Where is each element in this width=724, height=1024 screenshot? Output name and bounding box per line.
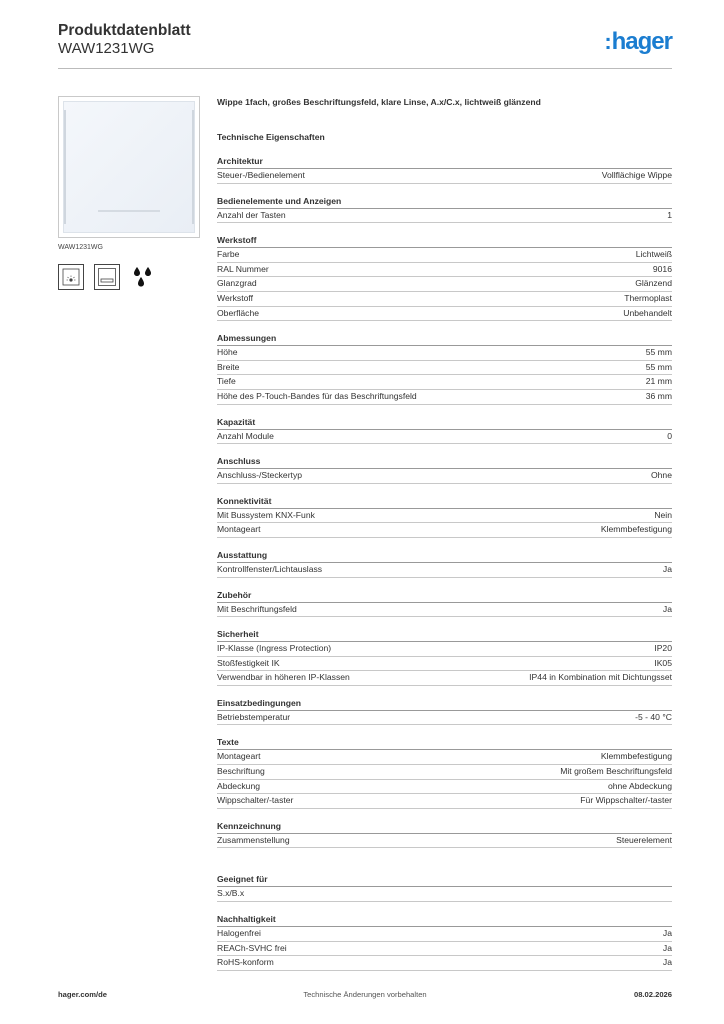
property-label: Werkstoff — [217, 292, 253, 303]
property-value: IP20 — [654, 643, 672, 654]
property-row — [217, 711, 672, 726]
property-value: Unbehandelt — [623, 307, 672, 318]
property-row — [217, 657, 672, 672]
header-divider — [58, 68, 672, 69]
footer-disclaimer: Technische Änderungen vorbehalten — [303, 990, 427, 999]
property-label: S.x/B.x — [217, 888, 245, 899]
property-value: ohne Abdeckung — [607, 780, 672, 791]
property-row — [217, 509, 672, 524]
property-row — [217, 292, 672, 307]
section-title: Architektur — [217, 155, 672, 169]
property-section — [217, 873, 672, 902]
property-section — [217, 697, 672, 726]
property-value: 55 mm — [645, 361, 672, 372]
article-number: WAW1231WG — [58, 40, 155, 57]
property-section — [217, 416, 672, 445]
property-label: Glanzgrad — [217, 278, 257, 289]
property-label: Betriebstemperatur — [217, 711, 291, 722]
property-value: 36 mm — [645, 390, 672, 401]
section-title: Konnektivität — [217, 495, 672, 509]
section-title: Kapazität — [217, 416, 672, 430]
section-title: Nachhaltigkeit — [217, 913, 672, 927]
footer-date: 08.02.2026 — [633, 990, 672, 999]
property-section — [217, 913, 672, 971]
footer-website[interactable]: hager.com/de — [58, 990, 107, 999]
property-value: Klemmbefestigung — [600, 751, 672, 762]
property-row — [217, 277, 672, 292]
property-label: Anzahl Module — [217, 430, 274, 441]
property-label: Mit Beschriftungsfeld — [217, 603, 297, 614]
page-title: Produktdatenblatt — [58, 22, 191, 39]
product-image — [58, 96, 200, 238]
property-row — [217, 263, 672, 278]
property-value: IP44 in Kombination mit Dichtungsset — [529, 672, 672, 683]
property-row — [217, 563, 672, 578]
property-section — [217, 736, 672, 808]
property-label: Stoßfestigkeit IK — [217, 657, 280, 668]
property-value: 55 mm — [645, 347, 672, 358]
property-label: REACh-SVHC frei — [217, 942, 287, 953]
property-label: Höhe des P-Touch-Bandes für das Beschriftungsfeld — [217, 390, 417, 401]
section-title: Zubehör — [217, 589, 672, 603]
property-section — [217, 155, 672, 184]
property-label: Halogenfrei — [217, 928, 261, 939]
section-title: Bedienelemente und Anzeigen — [217, 195, 672, 209]
property-label: RoHS-konform — [217, 957, 274, 968]
property-row — [217, 523, 672, 538]
property-value: -5 - 40 °C — [635, 711, 672, 722]
property-row — [217, 765, 672, 780]
property-label: Kontrollfenster/Lichtauslass — [217, 563, 323, 574]
property-value: Ohne — [650, 470, 672, 481]
section-title: Kennzeichnung — [217, 820, 672, 834]
property-label: Montageart — [217, 751, 261, 762]
section-title: Abmessungen — [217, 332, 672, 346]
property-label: Farbe — [217, 249, 240, 260]
logo-text: hager — [611, 28, 672, 55]
property-value: Vollflächige Wippe — [601, 170, 672, 180]
property-row — [217, 307, 672, 322]
property-section — [217, 234, 672, 321]
property-label: Verwendbar in höheren IP-Klassen — [217, 672, 350, 683]
section-title: Anschluss — [217, 455, 672, 469]
property-value: 1 — [667, 209, 672, 220]
section-title: Geeignet für — [217, 873, 672, 887]
property-row — [217, 956, 672, 971]
property-value: Mit großem Beschriftungsfeld — [560, 766, 672, 777]
property-section — [217, 549, 672, 578]
property-row — [217, 603, 672, 618]
property-value: Thermoplast — [624, 292, 672, 303]
product-image-caption: WAW1231WG — [58, 244, 103, 251]
property-row — [217, 750, 672, 765]
property-section — [217, 589, 672, 618]
section-title: Texte — [217, 736, 672, 750]
property-value: Lichtweiß — [635, 249, 672, 260]
property-label: Mit Bussystem KNX-Funk — [217, 509, 315, 520]
property-value: 0 — [667, 430, 672, 441]
property-value: Nein — [654, 509, 672, 520]
property-label: Wippschalter/-taster — [217, 795, 294, 806]
property-section — [217, 332, 672, 404]
property-row — [217, 469, 672, 484]
property-row — [217, 794, 672, 809]
property-label: Oberfläche — [217, 307, 260, 318]
property-row — [217, 169, 672, 184]
property-value: Klemmbefestigung — [600, 524, 672, 535]
property-section — [217, 820, 672, 849]
section-title: Werkstoff — [217, 234, 672, 248]
section-title: Ausstattung — [217, 549, 672, 563]
property-row — [217, 430, 672, 445]
property-value: Steuerelement — [616, 834, 672, 845]
property-value: 21 mm — [645, 376, 672, 387]
property-row — [217, 248, 672, 263]
property-value: IK05 — [654, 657, 672, 668]
property-label: Tiefe — [217, 376, 236, 387]
property-section — [217, 628, 672, 686]
property-value: Ja — [662, 603, 672, 614]
property-row — [217, 346, 672, 361]
property-row — [217, 390, 672, 405]
property-row — [217, 375, 672, 390]
property-label: Zusammenstellung — [217, 834, 290, 845]
property-row — [217, 942, 672, 957]
property-value: Ja — [662, 563, 672, 574]
label-field-icon — [94, 264, 120, 290]
property-row — [217, 780, 672, 795]
feature-icons — [58, 264, 166, 290]
property-value: Für Wippschalter/-taster — [580, 795, 672, 806]
property-section — [217, 495, 672, 538]
product-details — [217, 95, 672, 971]
property-value: Ja — [662, 942, 672, 953]
property-label: Abdeckung — [217, 780, 261, 791]
property-row — [217, 642, 672, 657]
property-label: IP-Klasse (Ingress Protection) — [217, 643, 332, 654]
property-label: Anschluss-/Steckertyp — [217, 470, 303, 481]
property-label: Anzahl der Tasten — [217, 209, 286, 220]
property-value: Ja — [662, 957, 672, 968]
section-title: Einsatzbedingungen — [217, 697, 672, 711]
tech-properties-heading: Technische Eigenschaften — [217, 132, 325, 142]
section-title: Sicherheit — [217, 628, 672, 642]
property-value: Glänzend — [635, 278, 672, 289]
property-label: Montageart — [217, 524, 261, 535]
property-row — [217, 927, 672, 942]
property-label: Steuer-/Bedienelement — [217, 170, 305, 180]
property-label: RAL Nummer — [217, 263, 269, 274]
property-section — [217, 455, 672, 484]
property-value: 9016 — [652, 263, 672, 274]
property-label: Höhe — [217, 347, 238, 358]
label-slot — [98, 210, 160, 212]
water-drops-icon — [130, 264, 156, 290]
document-header — [58, 22, 191, 58]
property-sections — [217, 155, 672, 971]
property-row — [217, 361, 672, 376]
property-row — [217, 671, 672, 686]
property-label: Beschriftung — [217, 766, 265, 777]
property-value: Ja — [662, 928, 672, 939]
property-section — [217, 195, 672, 224]
light-switch-icon — [58, 264, 84, 290]
product-description: Wippe 1fach, großes Beschriftungsfeld, klare Linse, A.x/C.x, lichtweiß glänzend — [217, 97, 541, 107]
property-row — [217, 209, 672, 224]
hager-logo: :hager — [604, 28, 672, 55]
property-row — [217, 887, 672, 902]
property-label: Breite — [217, 361, 240, 372]
property-row — [217, 834, 672, 849]
